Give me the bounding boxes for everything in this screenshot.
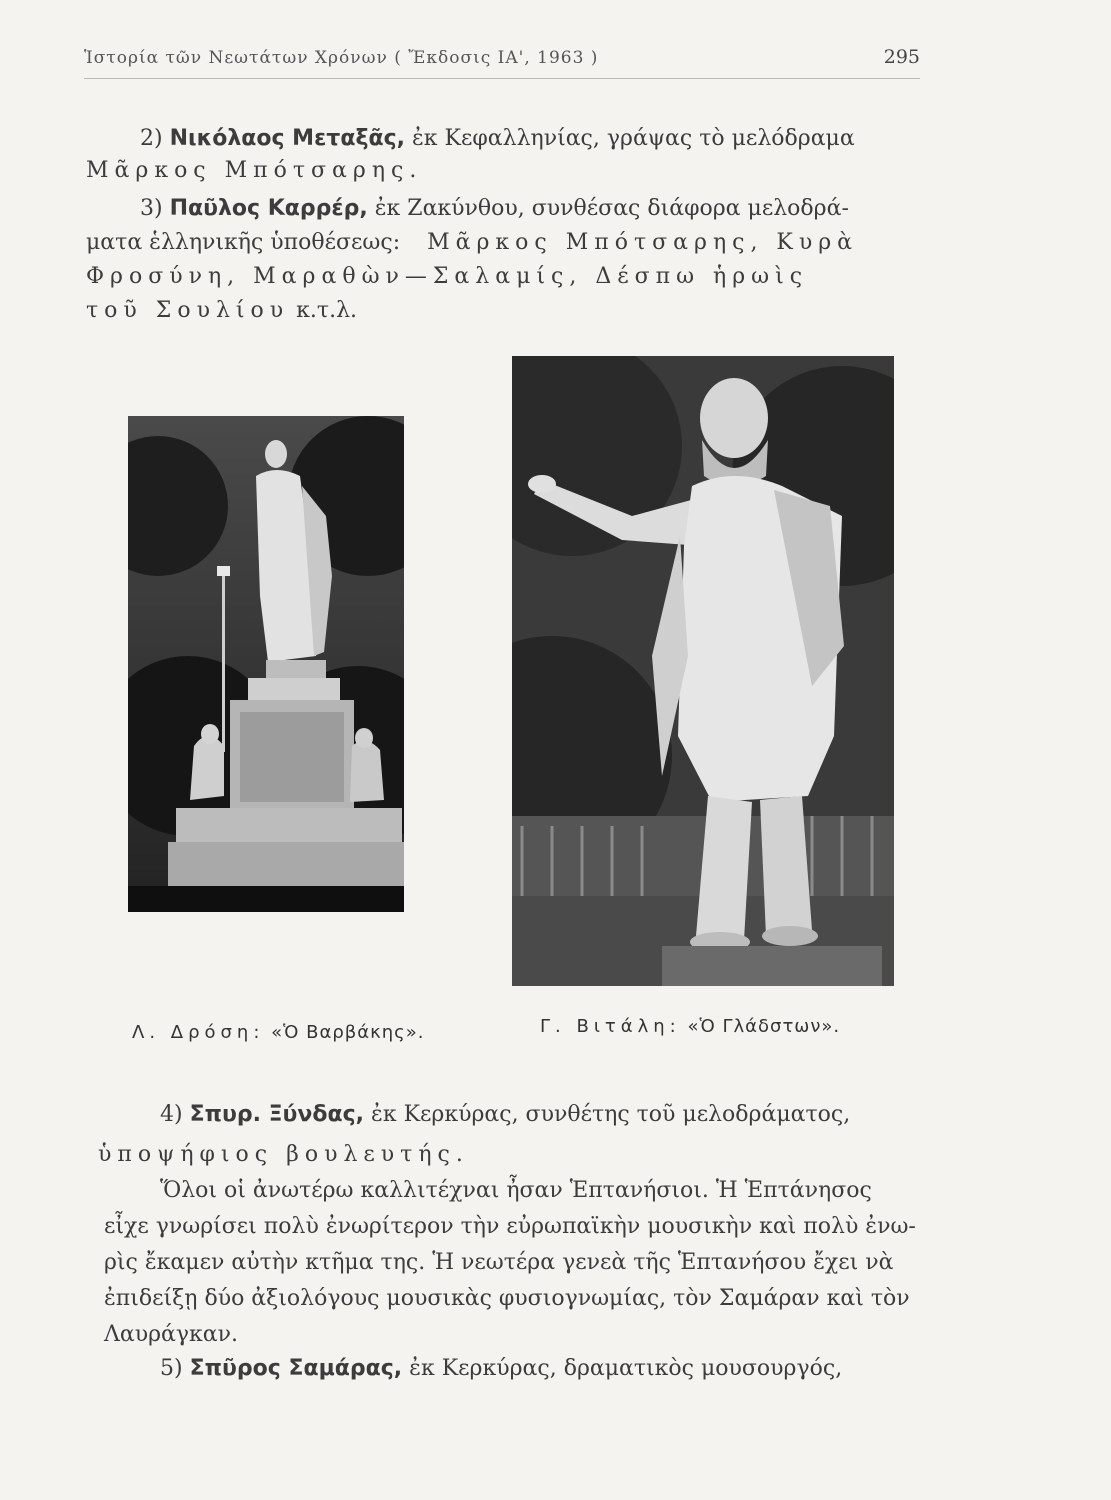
caption-right-sculptor: Γ. Βιτάλη: [540, 1016, 681, 1037]
entry-3-line-2 [86, 228, 936, 258]
entry-3-text: ἐκ Ζακύνθου, συνθέσας διάφορα μελοδρά- [374, 196, 849, 221]
entry-3-line-4a: τοῦ Σουλίου [86, 298, 290, 323]
entry-3-name: Παῦλος Καρρέρ, [169, 196, 368, 221]
paragraph-line-2: εἶχε γνωρίσει πολὺ ἐνωρίτερον τὴν εὐρωπαϊκὴν μουσικὴν καὶ πολὺ ἐνω- [104, 1214, 916, 1239]
statue-gladstone-image [512, 356, 894, 986]
entry-2-number: 2) [140, 126, 163, 151]
entry-3-line-3: Φροσύνη, Μαραθὼν—Σαλαμίς, Δέσπω ἡρωὶς [86, 264, 809, 289]
paragraph-line-3: ρὶς ἔκαμεν αὐτὴν κτῆμα της. Ἡ νεωτέρα γενεὰ τῆς Ἑπτανήσου ἔχει νὰ [104, 1250, 894, 1275]
entry-5-number: 5) [160, 1356, 183, 1381]
entry-4-number: 4) [160, 1102, 183, 1127]
entry-4 [160, 1100, 950, 1130]
entry-4-name: Σπυρ. Ξύνδας, [189, 1102, 365, 1127]
paragraph-line-5: Λαυράγκαν. [104, 1322, 239, 1347]
entry-2-text: ἐκ Κεφαλληνίας, γράψας τὸ μελόδραμα [411, 126, 855, 151]
entry-4-text: ἐκ Κερκύρας, συνθέτης τοῦ μελοδράματος, [371, 1102, 851, 1127]
caption-left [132, 1022, 424, 1043]
photo-gladstone [512, 356, 894, 986]
entry-4-line-2: ὑποψήφιος βουλευτής. [98, 1142, 469, 1167]
entry-2-work: Μᾶρκος Μπότσαρης. [86, 158, 423, 183]
photo-varvakis [128, 416, 404, 912]
entry-3-line-2a: ματα ἑλληνικῆς ὑποθέσεως: [86, 230, 401, 255]
page-number: 295 [883, 46, 920, 68]
paragraph-line-4: ἐπιδείξῃ δύο ἀξιολόγους μουσικὰς φυσιογνωμίας, τὸν Σαμάραν καὶ τὸν [104, 1286, 910, 1311]
caption-right-title: «Ὁ Γλάδστων». [687, 1016, 841, 1037]
caption-right [540, 1016, 840, 1037]
entry-3 [140, 194, 940, 224]
book-title: Ἱστορία τῶν Νεωτάτων Χρόνων ( Ἔκδοσις ΙΑ', 1963 ) [84, 48, 599, 68]
running-head [84, 44, 920, 79]
entry-3-number: 3) [140, 196, 163, 221]
entry-5 [160, 1354, 960, 1384]
entry-3-line-2b: Μᾶρκος Μπότσαρης, Κυρὰ [427, 230, 859, 255]
entry-5-name: Σπῦρος Σαμάρας, [189, 1356, 403, 1381]
entry-2 [140, 124, 930, 154]
entry-3-line-4b: κ.τ.λ. [296, 298, 357, 323]
entry-3-line-4 [86, 296, 357, 326]
caption-left-sculptor: Λ. Δρόση: [132, 1022, 265, 1043]
statue-varvakis-image [128, 416, 404, 912]
entry-2-name: Νικόλαος Μεταξᾶς, [169, 126, 405, 151]
entry-5-text: ἐκ Κερκύρας, δραματικὸς μουσουργός, [409, 1356, 843, 1381]
paragraph-line-1: Ὅλοι οἱ ἀνωτέρω καλλιτέχναι ἦσαν Ἑπτανήσιοι. Ἡ Ἑπτάνησος [160, 1178, 872, 1203]
caption-left-title: «Ὁ Βαρβάκης». [271, 1022, 425, 1043]
